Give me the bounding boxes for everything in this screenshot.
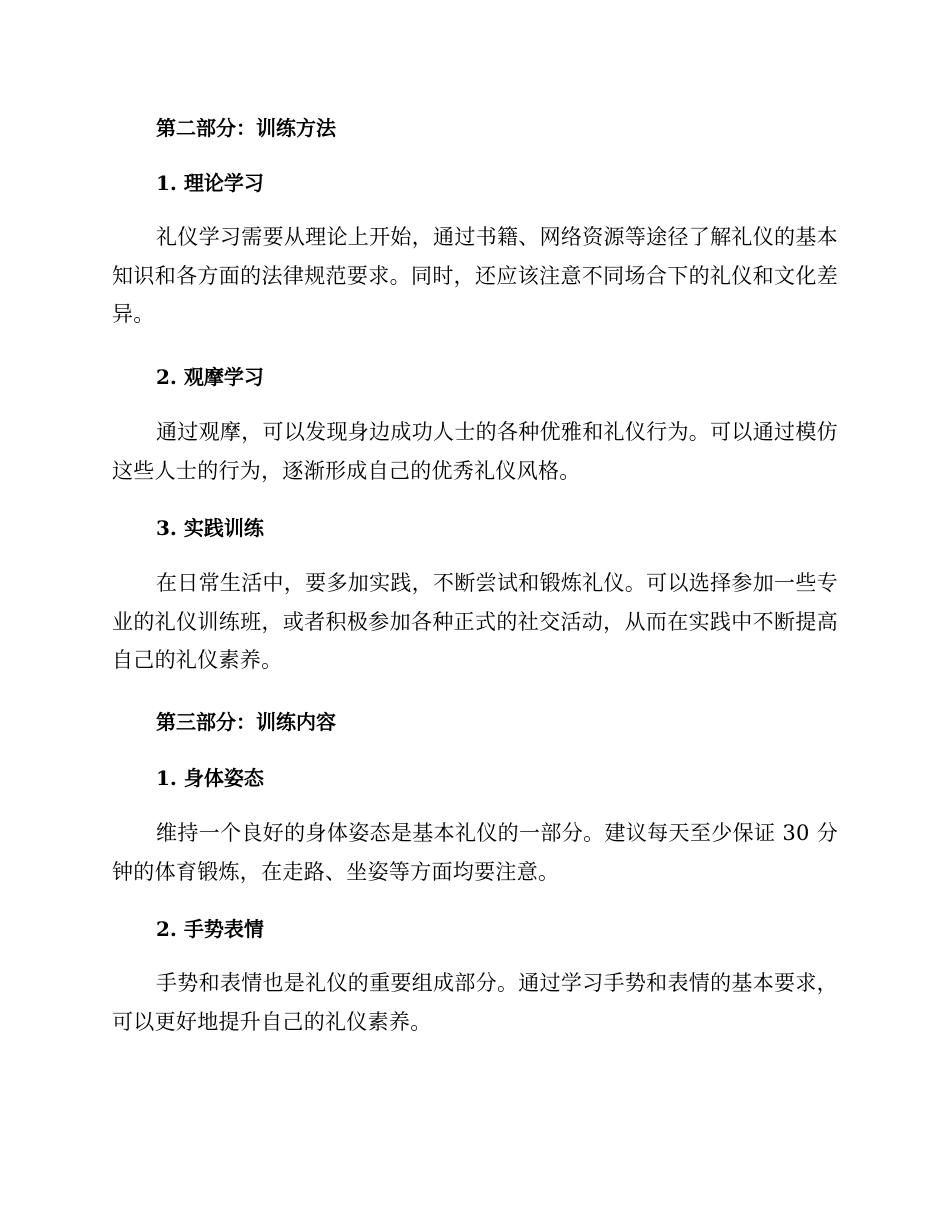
subsection-heading: 2. 手势表情: [156, 917, 264, 941]
subsection-heading: 3. 实践训练: [156, 516, 264, 540]
section-title: 第二部分：训练方法: [156, 116, 336, 140]
section-title: 第三部分：训练内容: [156, 710, 336, 734]
paragraph: 在日常生活中，要多加实践，不断尝试和锻炼礼仪。可以选择参加一些专业的礼仪训练班，或者积极参加各种正式的社交活动，从而在实践中不断提高自己的礼仪素养。: [112, 571, 838, 672]
subsection-heading: 2. 观摩学习: [156, 365, 264, 389]
subsection-heading: 1. 身体姿态: [156, 766, 264, 790]
paragraph: 手势和表情也是礼仪的重要组成部分。通过学习手势和表情的基本要求，可以更好地提升自己的礼仪素养。: [112, 971, 838, 1034]
paragraph: 维持一个良好的身体姿态是基本礼仪的一部分。建议每天至少保证 30 分钟的体育锻炼，在走路、坐姿等方面均要注意。: [112, 821, 838, 884]
subsection-heading: 1. 理论学习: [156, 171, 264, 195]
paragraph: 礼仪学习需要从理论上开始，通过书籍、网络资源等途径了解礼仪的基本知识和各方面的法律规范要求。同时，还应该注意不同场合下的礼仪和文化差异。: [112, 225, 838, 326]
paragraph: 通过观摩，可以发现身边成功人士的各种优雅和礼仪行为。可以通过模仿这些人士的行为，逐渐形成自己的优秀礼仪风格。: [112, 420, 838, 483]
